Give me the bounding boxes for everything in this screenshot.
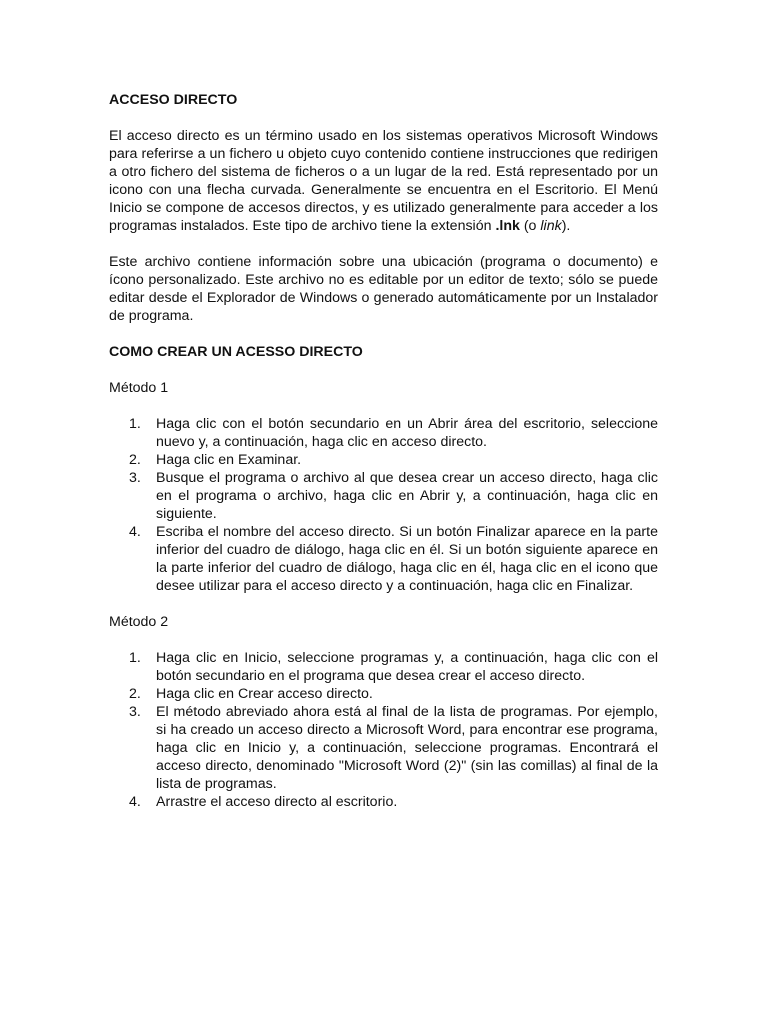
list-item <box>109 649 658 685</box>
list-item-number: 3. <box>129 470 141 486</box>
method-2-label: Método 2 <box>109 614 169 630</box>
list-item <box>109 793 658 811</box>
section-title-acceso-directo: ACCESO DIRECTO <box>109 92 238 108</box>
list-item-text: Arrastre el acceso directo al escritorio. <box>156 794 398 810</box>
list-item-number: 4. <box>129 524 141 540</box>
list-item-number: 2. <box>129 686 141 702</box>
list-item-text: El método abreviado ahora está al final de la lista de programas. Por ejemplo, si ha creado un acceso directo a Microsoft Word, para encontrar ese programa, haga clic en Inicio y, a continuación, seleccione programas. Encontrará el acceso directo, denominado "Microsoft Word (2)" (sin las comillas) al final de la lista de programas. <box>156 704 658 792</box>
list-item-text: Haga clic en Crear acceso directo. <box>156 686 373 702</box>
list-item-number: 3. <box>129 704 141 720</box>
list-item <box>109 415 658 451</box>
document-body <box>109 91 658 811</box>
list-item-number: 1. <box>129 416 141 432</box>
paragraph-definition-text: El acceso directo es un término usado en los sistemas operativos Microsoft Windows para referirse a un fichero u objeto cuyo contenido contiene instrucciones que redirigen a otro fichero del sistema de ficheros o a un lugar de la red. Está representado por un icono con una flecha curvada. Generalmente se encuentra en el Escritorio. El Menú Inicio se compone de accesos directos, y es utilizado generalmente para acceder a los programas instalados. Este tipo de archivo tiene la extensión <box>109 128 658 234</box>
list-item-text: Haga clic en Examinar. <box>156 452 302 468</box>
list-item-text: Haga clic con el botón secundario en un Abrir área del escritorio, seleccione nuevo y, a continuación, haga clic en acceso directo. <box>156 416 658 450</box>
method-1-label: Método 1 <box>109 380 169 396</box>
extension-lnk: .lnk <box>495 218 520 234</box>
list-item <box>109 469 658 523</box>
list-item-number: 2. <box>129 452 141 468</box>
list-item <box>109 703 658 793</box>
list-item-number: 4. <box>129 794 141 810</box>
section-title-como-crear: COMO CREAR UN ACESSO DIRECTO <box>109 344 363 360</box>
list-item-text: Escriba el nombre del acceso directo. Si un botón Finalizar aparece en la parte inferior del cuadro de diálogo, haga clic en él. Si un botón siguiente aparece en la parte inferior del cuadro de diálogo, haga clic en él, haga clic en el icono que desee utilizar para el acceso directo y a continuación, haga clic en Finalizar. <box>156 524 658 594</box>
paragraph-definition-text-3: ). <box>561 218 571 234</box>
list-item <box>109 685 658 703</box>
method-1-steps <box>109 415 658 595</box>
paragraph-definition <box>109 127 658 235</box>
extension-link-italic: link <box>540 218 562 234</box>
list-item <box>109 451 658 469</box>
method-2-steps <box>109 649 658 811</box>
list-item-text: Haga clic en Inicio, seleccione programas y, a continuación, haga clic con el botón secundario en el programa que desea crear el acceso directo. <box>156 650 658 684</box>
paragraph-definition-text-2: (o <box>519 218 541 234</box>
list-item-text: Busque el programa o archivo al que desea crear un acceso directo, haga clic en el programa o archivo, haga clic en Abrir y, a continuación, haga clic en siguiente. <box>156 470 658 522</box>
list-item-number: 1. <box>129 650 141 666</box>
paragraph-file-info: Este archivo contiene información sobre una ubicación (programa o documento) e ícono personalizado. Este archivo no es editable por un editor de texto; sólo se puede editar desde el Explorador de Windows o generado automáticamente por un Instalador de programa. <box>109 254 658 324</box>
list-item <box>109 523 658 595</box>
